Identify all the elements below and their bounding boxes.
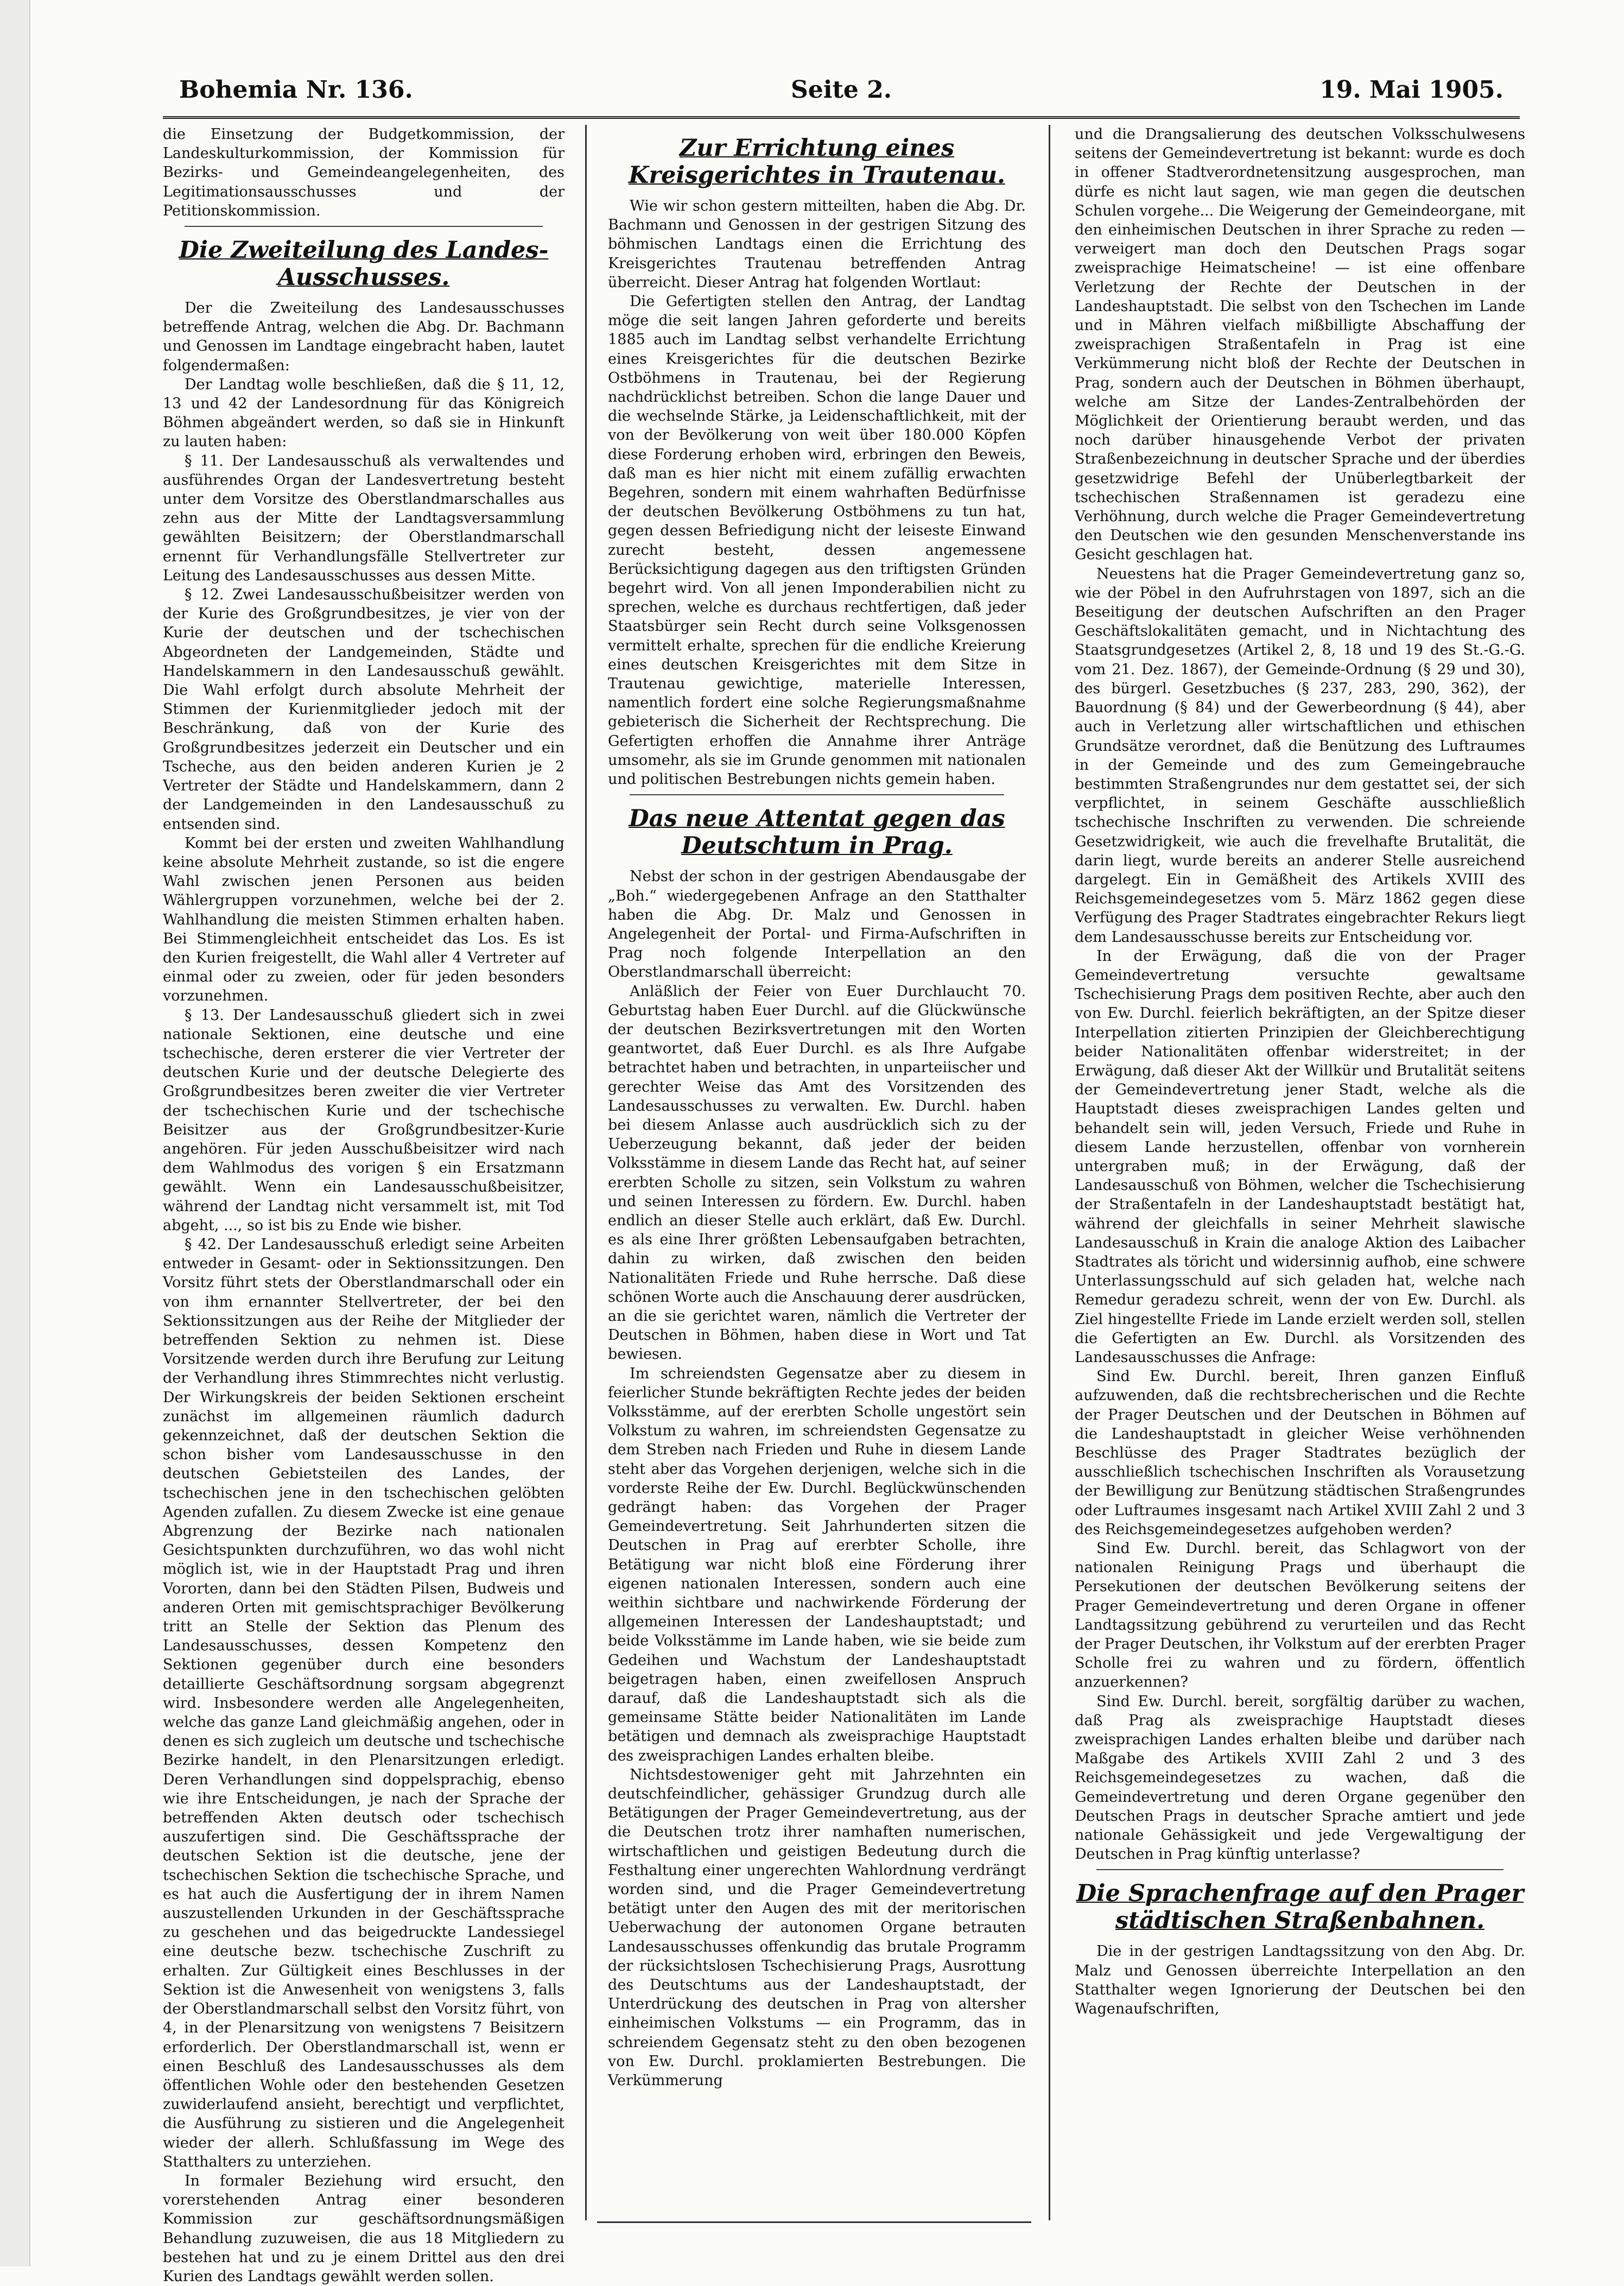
paragraph: Sind Ew. Durchl. bereit, sorgfältig darüber zu wachen, daß Prag als zweisprachige Hauptstadt dieses zweisprachigen Landes erhalten bleibe und darüber nach Maßgabe des Artikels XVIII Zahl 2 und 3 des Reichsgemeindegesetzes zu wachen, daß die Gemeindevertretung und deren Organe gegenüber den Deutschen Prags in deutscher Sprache amtiert und jede nationale Gehässigkeit und jede Vergewaltigung der Deutschen in Prag künftig unterlasse? bbox=[1075, 1693, 1525, 1863]
paragraph: Nichtsdestoweniger geht mit Jahrzehnten ein deutschfeindlicher, gehässiger Grundzug durch alle Betätigungen der Prager Gemeindevertretung, aus der die Deutschen trotz ihrer namhaften numerischen, wirtschaftlichen und geistigen Bedeutung durch die Festhaltung einer ungerechten Wahlordnung verdrängt worden sind, und die Prager Gemeindevertretung betätigt unter den Augen des mit der meritorischen Ueberwachung der autonomen Organe betrauten Landesausschusses offenkundig das brutale Programm der rücksichtslosen Tschechisierung Prags, Ausrottung des Deutschtums aus der Landeshauptstadt, der Unterdrückung des deutschen in Prag von altersher einheimischen Volkstums — ein Programm, das in schreiendem Gegensatz steht zu den oben bezogenen von Ew. Durchl. proklamierten Bestrebungen. Die Verkümmerung bbox=[608, 1766, 1026, 2089]
column-2 bbox=[608, 125, 1026, 2220]
paragraph: Nebst der schon in der gestrigen Abendausgabe der „Boh.“ wiedergegebenen Anfrage an den Statthalter haben die Abg. Dr. Malz und Genossen in Angelegenheit der Portal- und Firma-Aufschriften in Prag noch folgende Interpellation an den Oberstlandmarschall überreicht: bbox=[608, 868, 1026, 981]
paragraph: § 11. Der Landesausschuß als verwaltendes und ausführendes Organ der Landesvertretung besteht unter dem Vorsitze des Oberstlandmarschalles aus zehn aus der Mitte der Landtagsversammlung gewählten Beisitzern; der Oberstlandmarschall ernennt für Verhandlungsfälle Stellvertreter zur Leitung des Landesausschusses aus dessen Mitte. bbox=[163, 452, 564, 584]
paragraph: Neuestens hat die Prager Gemeindevertretung ganz so, wie der Pöbel in den Aufruhrstagen von 1897, sich an die Beseitigung der deutschen Aufschriften an den Prager Geschäftslokalitäten gemacht, und in Nichtachtung des Staatsgrundgesetzes (Artikel 2, 8, 18 und 19 des St.-G.-G. vom 21. Dez. 1867), der Gemeinde-Ordnung (§ 29 und 30), des bürgerl. Gesetzbuches (§ 237, 283, 290, 362), der Bauordnung (§ 84) und der Gewerbeordnung (§ 44), aber auch in Verletzung aller wirtschaftlichen und ethischen Grundsätze verordnet, daß die Benützung des Luftraumes in der Gemeinde und des zum Gemeingebrauche bestimmten Straßengrundes nur dem gestattet sei, der sich verpflichtet, in seinem Geschäfte ausschließlich tschechische Inschriften zu verwenden. Die schreiende Gesetzwidrigkeit, wie auch die frevelhafte Brutalität, die darin liegt, wurde bereits an anderer Stelle ausreichend dargelegt. Ein in Gemäßheit des Artikels XVIII des Reichsgemeindegesetzes vom 5. März 1862 gegen diese Verfügung des Prager Stadtrates eingebrachter Rekurs liegt dem Landesausschusse bereits zur Entscheidung vor. bbox=[1075, 565, 1525, 946]
paragraph: § 42. Der Landesausschuß erledigt seine Arbeiten entweder in Gesamt- oder in Sektionssitzungen. Den Vorsitz führt stets der Oberstlandmarschall oder ein von ihm ernannter Stellvertreter, der bei den Sektionssitzungen aus der Reihe der Mitglieder der betreffenden Sektion zu nehmen ist. Diese Vorsitzende werden durch ihre Berufung zur Leitung der Verhandlung ihres Stimmrechtes nicht verlustig. Der Wirkungskreis der beiden Sektionen erscheint zunächst im allgemeinen räumlich dadurch gekennzeichnet, daß der deutschen Sektion die schon bisher vom Landesausschusse in den deutschen Gebietsteilen des Landes, der tschechischen jene in den tschechischen gelöbten Agenden zufallen. Zu diesem Zwecke ist eine genaue Abgrenzung der Bezirke nach nationalen Gesichtspunkten durchzuführen, wo das wohl nicht möglich ist, wie in der Hauptstadt Prag und ihren Vororten, dann bei den Städten Pilsen, Budweis und anderen Orten mit gemischtsprachiger Bevölkerung tritt an Stelle der Sektion das Plenum des Landesausschusses, dessen Kompetenz den Sektionen gegenüber durch eine besonders detaillierte Geschäftsordnung sorgsam abgegrenzt wird. Insbesondere werden alle Angelegenheiten, welche das ganze Land gleichmäßig angehen, oder in denen es sich zugleich um deutsche und tschechische Bezirke handelt, in den Plenarsitzungen erledigt. Deren Verhandlungen sind doppelsprachig, ebenso wie ihre Entscheidungen, je nach der Sprache der betreffenden Akten deutsch oder tschechisch auszufertigen sind. Die Geschäftssprache der deutschen Sektion ist die deutsche, jene der tschechischen Sektion die tschechische Sprache, und es hat auch die Ausfertigung der in ihrem Namen auszustellenden Urkunden in der Geschäftssprache zu geschehen und das beigedruckte Landessiegel eine deutsche bezw. tschechische Zuschrift zu erhalten. Zur Gültigkeit eines Beschlusses in der Sektion ist die Anwesenheit von wenigstens 3, falls der Oberstlandmarschall selbst den Vorsitz führt, von 4, in der Plenarsitzung von wenigstens 7 Beisitzern erforderlich. Der Oberstlandmarschall ist, wenn er einen Beschluß des Landesausschusses als dem öffentlichen Wohle oder den bestehenden Gesetzen zuwiderlaufend ansieht, berechtigt und verpflichtet, die Ausführung zu sistieren und die Angelegenheit wieder der allerh. Schlußfassung im Wege des Statthalters zu unterziehen. bbox=[163, 1236, 564, 2170]
page-header bbox=[179, 76, 1504, 114]
article-title-zweiteilung: Die Zweiteilung des Landes-Ausschusses. bbox=[179, 237, 549, 292]
article-title-sprachenfrage: Die Sprachenfrage auf den Prager städtischen Straßenbahnen. bbox=[1076, 1880, 1524, 1935]
article-title-kreisgericht: Zur Errichtung eines Kreisgerichtes in Trautenau. bbox=[629, 135, 1005, 189]
paragraph: § 12. Zwei Landesausschußbeisitzer werden von der Kurie des Großgrundbesitzes, je vier von der Kurie der deutschen und der tschechischen Abgeordneten der Landgemeinden, Städte und Handelskammern in den Landesausschuß gewählt. Die Wahl erfolgt durch absolute Mehrheit der Stimmen der Kurienmitglieder jedoch mit der Beschränkung, daß von der Kurie des Großgrundbesitzes jederzeit ein Deutscher und ein Tscheche, aus den beiden anderen Kurien je 2 Vertreter der Städte und Handelskammern, dann 2 der Landgemeinden in den Landesausschuß zu entsenden sind. bbox=[163, 586, 564, 833]
paragraph: Die in der gestrigen Landtagssitzung von den Abg. Dr. Malz und Genossen überreichte Interpellation an den Statthalter wegen Ignorierung der Deutschen bei den Wagenaufschriften, bbox=[1075, 1943, 1525, 2018]
bottom-rule bbox=[597, 2221, 1031, 2223]
paragraph: Sind Ew. Durchl. bereit, das Schlagwort von der nationalen Reinigung Prags und überhaupt die Persekutionen der deutschen Bevölkerung seitens der Prager Gemeindevertretung und deren Organe in offener Landtagssitzung gebührend zu verurteilen und das Recht der Prager Deutschen, ihr Volkstum auf der ererbten Prager Scholle frei zu wahren und zu fördern, öffentlich anzuerkennen? bbox=[1075, 1540, 1525, 1691]
paragraph: Wie wir schon gestern mitteilten, haben die Abg. Dr. Bachmann und Genossen in der gestrigen Sitzung des böhmischen Landtags einen die Errichtung des Kreisgerichtes Trautenau betreffenden Antrag überreicht. Dieser Antrag hat folgenden Wortlaut: bbox=[608, 198, 1026, 291]
header-page-number: Seite 2. bbox=[790, 76, 892, 104]
column-3 bbox=[1075, 125, 1525, 2220]
paragraph: Kommt bei der ersten und zweiten Wahlhandlung keine absolute Mehrheit zustande, so ist die engere Wahl zwischen jenen Personen aus beiden Wählergruppen vorzunehmen, welche bei der 2. Wahlhandlung die meisten Stimmen erhalten haben. Bei Stimmengleichheit entscheidet das Los. Es ist den Kurien freigestellt, die Wahl aller 4 Vertreter auf einmal oder zu zweien, oder für jeden besonders vorzunehmen. bbox=[163, 834, 564, 1005]
article-separator bbox=[630, 794, 1004, 795]
paragraph: Im schreiendsten Gegensatze aber zu diesem in feierlicher Stunde bekräftigten Rechte jedes der beiden Volksstämme, auf der ererbten Scholle ungestört sein Volkstum zu wahren, im schreiendsten Gegensatze zu dem Streben nach Frieden und Ruhe in diesem Lande steht aber das Vorgehen derjenigen, welche sich in die vorderste Reihe der Ew. Durchl. Beglückwünschenden gedrängt haben: das Vorgehen der Prager Gemeindevertretung. Seit Jahrhunderten sitzen die Deutschen in Prag auf ererbter Scholle, ihre Betätigung war nicht bloß eine Förderung ihrer eigenen nationalen Interessen, sondern auch eine weithin sichtbare und nachwirkende Förderung der allgemeinen Interessen der Landeshauptstadt; und beide Volksstämme im Lande haben, wie sie beide zum Gedeihen und Wachstum der Landeshauptstadt beigetragen haben, einen zweifellosen Anspruch darauf, daß die Landeshauptstadt sich als die gemeinsame Stätte beider Nationalitäten im Lande betätigen und demnach als zweisprachige Hauptstadt des zweisprachigen Landes erhalten bleibe. bbox=[608, 1365, 1026, 1764]
scan-left-edge bbox=[0, 0, 30, 2266]
paragraph: In der Erwägung, daß die von der Prager Gemeindevertretung versuchte gewaltsame Tschechisierung Prags dem positiven Rechte, aber auch den von Ew. Durchl. feierlich bekräftigten, an der Spitze dieser Interpellation zitierten Prinzipien der Gleichberechtigung beider Nationalitäten offenbar widerstreitet; in der Erwägung, daß dieser Akt der Willkür und Brutalität seitens der Gemeindevertretung jener Stadt, welche als die Hauptstadt dieses zweisprachigen Landes gelten und behandelt sein will, jeden Versuch, Friede und Ruhe in diesem Lande herzustellen, offenbar von vornherein untergraben muß; in der Erwägung, daß der Landesausschuß von Böhmen, welcher die Tschechisierung der Straßentafeln in der Landeshauptstadt bestätigt hat, während der gleichfalls in seiner Mehrheit slawische Landesausschuß in Krain die analoge Aktion des Laibacher Stadtrates als töricht und widersinnig aufhob, eine schwere Unterlassungsschuld auf sich geladen hat, welche nach Remedur geradezu schreit, wenn der von Ew. Durchl. als Ziel hingestellte Friede im Lande erzielt werden soll, stellen die Gefertigten an Ew. Durchl. als Vorsitzenden des Landesausschusses die Anfrage: bbox=[1075, 947, 1525, 1366]
column-rule-2 bbox=[1049, 125, 1050, 2220]
paragraph: und die Drangsalierung des deutschen Volksschulwesens seitens der Gemeindevertretung ist bekannt: wurde es doch in offener Stadtverordnetensitzung ausgesprochen, man dürfe es nicht laut sagen, wie man gegen die deutschen Schulen vorgehe... Die Weigerung der Gemeindeorgane, mit den einheimischen Deutschen in ihrer Sprache zu reden — verweigert man doch den Deutschen Prags sogar zweisprachige Heimatscheine! — ist eine offenbare Verletzung der Rechte der Deutschen in der Landeshauptstadt. Die selbst von den Tschechen im Lande und in Mähren vielfach mißbilligte Abschaffung der zweisprachigen Straßentafeln in Prag ist eine Verkümmerung nicht bloß der Rechte der Deutschen in Prag, sondern auch der Deutschen in Böhmen überhaupt, welche am Sitze der Landes-Zentralbehörden der Möglichkeit der Orientierung beraubt werden, und das noch darüber hinausgehende Verbot der privaten Straßenbezeichnung in deutscher Sprache und der überdies gesetzwidrige Befehl der Unüberlegtbarkeit der tschechischen Straßennamen ist geradezu eine Verhöhnung, durch welche die Prager Gemeindevertretung den Deutschen wie den gesunden Menschenverstande ins Gesicht geschlagen hat. bbox=[1075, 126, 1525, 563]
paragraph: Sind Ew. Durchl. bereit, Ihren ganzen Einfluß aufzuwenden, daß die rechtsbrecherischen und die Rechte der Prager Deutschen und der Deutschen in Böhmen auf die Landeshauptstadt in gleicher Weise verhöhnenden Beschlüsse des Prager Stadtrates bezüglich der ausschließlich tschechischen Inschriften als Vorausetzung der Bewilligung zur Benützung städtischen Straßengrundes oder Luftraumes insgesamt nach Artikel XVIII Zahl 2 und 3 des Reichsgemeindegesetzes aufgehoben werden? bbox=[1075, 1368, 1525, 1538]
paragraph: Anläßlich der Feier von Euer Durchlaucht 70. Geburtstag haben Euer Durchl. auf die Glückwünsche der deutschen Bezirksvertretungen mit den Worten geantwortet, daß Euer Durchl. es als Ihre Aufgabe betrachtet haben und betrachten, in unparteiischer und gerechter Weise das Amt des Vorsitzenden des Landesausschusses zu verwalten. Ew. Durchl. haben bei diesem Anlasse auch ausdrücklich sich zu der Ueberzeugung bekannt, daß jeder der beiden Volksstämme in diesem Lande das Recht hat, auf seiner ererbten Scholle zu sitzen, sein Volkstum zu wahren und seinen Interessen zu fördern. Ew. Durchl. haben endlich an dieser Stelle auch erklärt, daß Ew. Durchl. es als eine Ihrer größten Lebensaufgaben betrachten, dahin zu wirken, daß zwischen den beiden Nationalitäten Friede und Ruhe herrsche. Daß diese schönen Worte auch die Anschauung derer ausdrücken, an die sie gerichtet waren, nämlich die Vertreter der Deutschen in Böhmen, haben diese in Wort und Tat bewiesen. bbox=[608, 983, 1026, 1363]
header-rule bbox=[163, 116, 1520, 119]
header-date: 19. Mai 1905. bbox=[1319, 76, 1504, 104]
header-newspaper-issue: Bohemia Nr. 136. bbox=[179, 76, 413, 104]
paragraph: Der die Zweiteilung des Landesausschusses betreffende Antrag, welchen die Abg. Dr. Bachmann und Genossen im Landtage eingebracht haben, lautet folgendermaßen: bbox=[163, 300, 564, 374]
column-1 bbox=[163, 125, 564, 2285]
paragraph: In formaler Beziehung wird ersucht, den vorerstehenden Antrag einer besonderen Kommission zur geschäftsordnungsmäßigen Behandlung zuzuweisen, die aus 18 Mitgliedern zu bestehen hat und zu je einem Drittel aus den drei Kurien des Landtags gewählt werden sollen. bbox=[163, 2172, 564, 2285]
article-separator bbox=[185, 226, 543, 227]
intro-paragraph: die Einsetzung der Budgetkommission, der Landeskulturkommission, der Kommission für Bezirks- und Gemeindeangelegenheiten, des Legitimationsausschusses und der Petitionskommission. bbox=[163, 126, 564, 219]
paragraph: Der Landtag wolle beschließen, daß die § 11, 12, 13 und 42 der Landesordnung für das Königreich Böhmen abgeändert werden, so daß sie in Hinkunft zu lauten haben: bbox=[163, 376, 564, 451]
article-title-attentat: Das neue Attentat gegen das Deutschtum in Prag. bbox=[629, 805, 1005, 860]
paragraph: Die Gefertigten stellen den Antrag, der Landtag möge die seit langen Jahren geforderte und bereits 1885 auch im Landtag selbst verhandelte Errichtung eines Kreisgerichtes für die deutschen Bezirke Ostböhmens in Trautenau, bei der Regierung nachdrücklichst betreiben. Schon die lange Dauer und die wechselnde Stärke, ja Leidenschaftlichkeit, mit der von der Bevölkerung von weit über 180.000 Köpfen diese Forderung erhoben wird, erbringen den Beweis, daß man es hier nicht mit einem zufällig erwachten Begehren, sondern mit einem wahrhaften Bedürfnisse der deutschen Bevölkerung Ostböhmens zu tun hat, gegen dessen Befriedigung nicht der leiseste Einwand zurecht besteht, dessen angemessene Berücksichtigung dagegen aus den triftigsten Gründen begehrt wird. Von all jenen Imponderabilien nicht zu sprechen, welche es durchaus rechtfertigen, daß jeder Staatsbürger sein Recht durch seine Volksgenossen vermittelt erhalte, sprechen für die endliche Kreierung eines deutschen Kreisgerichtes mit dem Sitze in Trautenau gewichtige, materielle Interessen, namentlich fordert eine solche Regierungsmaßnahme gebieterisch die Sicherheit der Rechtsprechung. Die Gefertigten erhoffen die Annahme ihrer Anträge umsomehr, als sie im Grunde genommen mit nationalen und politischen Bestrebungen nichts gemein haben. bbox=[608, 293, 1026, 788]
column-rule-1 bbox=[585, 125, 587, 2220]
paragraph: § 13. Der Landesausschuß gliedert sich in zwei nationale Sektionen, eine deutsche und eine tschechische, deren ersterer die vier Vertreter der deutschen Kurie und der deutsche Delegierte des Großgrundbesitzes beren zweiter die vier Vertreter der tschechischen Kurie und der tschechische Beisitzer aus der Großgrundbesitzer-Kurie angehören. Für jeden Ausschußbeisitzer wird nach dem Wahlmodus des vorigen § ein Ersatzmann gewählt. Wenn ein Landesausschußbeisitzer, während der Landtag nicht versammelt ist, mit Tod abgeht, ..., so ist bis zu Ende wie bisher. bbox=[163, 1006, 564, 1234]
article-separator bbox=[1096, 1869, 1504, 1870]
